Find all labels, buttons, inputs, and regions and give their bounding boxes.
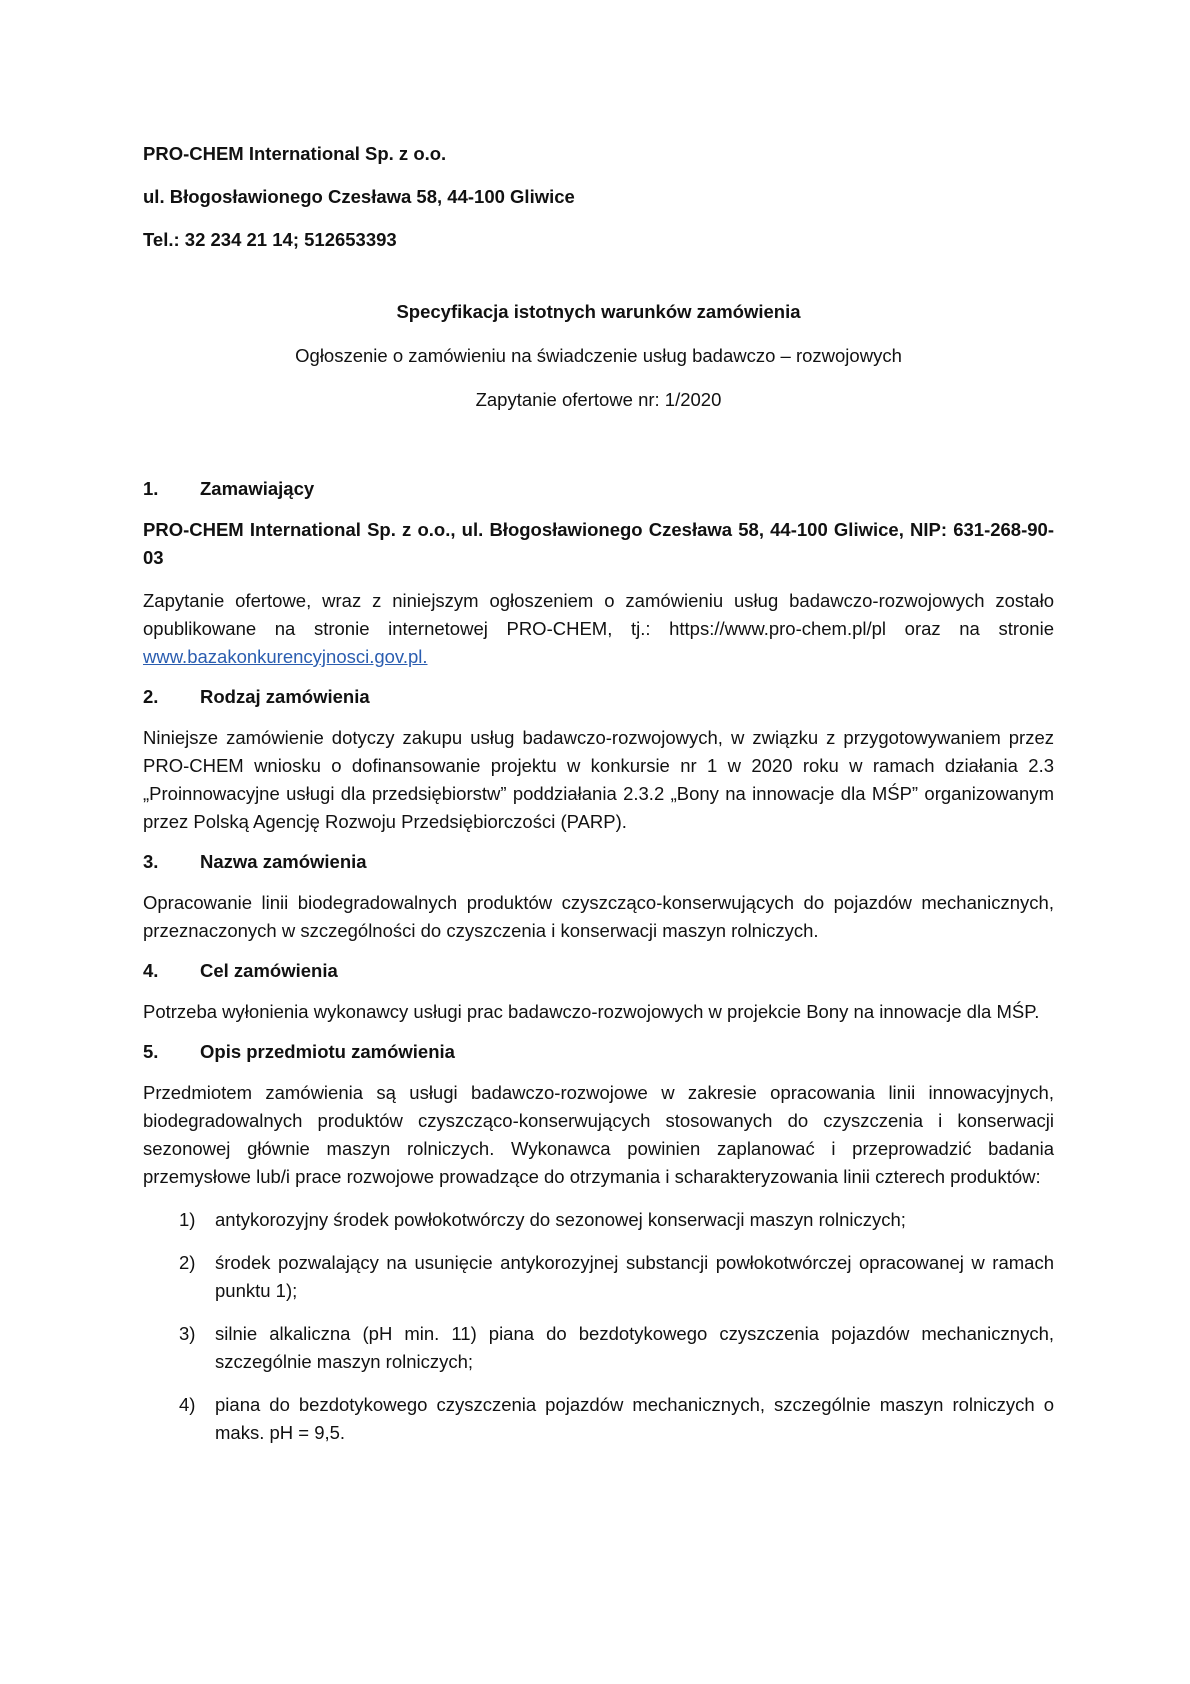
website-link[interactable]: www.bazakonkurencyjnosci.gov.pl.	[143, 646, 428, 667]
section-paragraph: Potrzeba wyłonienia wykonawcy usługi prac badawczo-rozwojowych w projekcie Bony na innowacje dla MŚP.	[143, 1001, 1040, 1022]
section-number: 4.	[143, 960, 159, 981]
section-title: Cel zamówienia	[200, 960, 338, 981]
section-4	[143, 960, 1054, 1026]
section-paragraph	[143, 587, 1054, 671]
paragraph-text: Zapytanie ofertowe, wraz z niniejszym ogłoszeniem o zamówieniu usług badawczo-rozwojowych zostało opublikowane na stronie internetowej PRO-CHEM, tj.: https://www.pro-chem.pl/pl oraz na stronie	[143, 590, 1054, 639]
section-heading	[143, 1041, 1054, 1063]
section-title: Nazwa zamówienia	[200, 851, 367, 872]
section-number: 3.	[143, 851, 159, 872]
list-item	[143, 1206, 1054, 1234]
section-heading	[143, 686, 1054, 708]
list-text: piana do bezdotykowego czyszczenia pojazdów mechanicznych, szczególnie maszyn rolniczych o maks. pH = 9,5.	[215, 1394, 1054, 1443]
list-text: silnie alkaliczna (pH min. 11) piana do bezdotykowego czyszczenia pojazdów mechanicznych, szczególnie maszyn rolniczych;	[215, 1323, 1054, 1372]
list-item	[143, 1320, 1054, 1376]
section-paragraph: Opracowanie linii biodegradowalnych produktów czyszcząco-konserwujących do pojazdów mechanicznych, przeznaczonych w szczególności do czyszczenia i konserwacji maszyn rolniczych.	[143, 892, 1054, 941]
section-2	[143, 686, 1054, 836]
section-paragraph: PRO-CHEM International Sp. z o.o., ul. Błogosławionego Czesława 58, 44-100 Gliwice, NIP: 631-268-90-03	[143, 519, 1054, 568]
section-paragraph: Niniejsze zamówienie dotyczy zakupu usług badawczo-rozwojowych, w związku z przygotowywaniem przez PRO-CHEM wniosku o dofinansowanie projektu w konkursie nr 1 w 2020 roku w ramach działania 2.3 „Proinnowacyjne usługi dla przedsiębiorstw” poddziałania 2.3.2 „Bony na innowacje dla MŚP” organizowanym przez Polską Agencję Rozwoju Przedsiębiorczości (PARP).	[143, 727, 1054, 832]
section-3	[143, 851, 1054, 945]
section-title: Rodzaj zamówienia	[200, 686, 370, 707]
list-text: środek pozwalający na usunięcie antykorozyjnej substancji powłokotwórczej opracowanej w ramach punktu 1);	[215, 1252, 1054, 1301]
list-item	[143, 1249, 1054, 1305]
section-number: 5.	[143, 1041, 159, 1062]
section-title: Zamawiający	[200, 478, 315, 499]
section-number: 1.	[143, 478, 159, 499]
company-address: ul. Błogosławionego Czesława 58, 44-100 Gliwice	[143, 186, 575, 207]
company-phone: Tel.: 32 234 21 14; 512653393	[143, 229, 397, 250]
section-heading	[143, 851, 1054, 873]
list-item	[143, 1391, 1054, 1447]
section-1	[143, 478, 1054, 671]
list-number: 3)	[179, 1323, 196, 1344]
title-block	[143, 301, 1054, 411]
list-number: 1)	[179, 1209, 196, 1230]
section-paragraph: Przedmiotem zamówienia są usługi badawczo-rozwojowe w zakresie opracowania linii innowacyjnych, biodegradowalnych produktów czyszcząco-konserwujących stosowanych do czyszczenia i konserwacji sezonowej głównie maszyn rolniczych. Wykonawca powinien zaplanować i przeprowadzić badania przemysłowe lub/i prace rozwojowe prowadzące do otrzymania i scharakteryzowania linii czterech produktów:	[143, 1082, 1054, 1187]
list-text: antykorozyjny środek powłokotwórczy do sezonowej konserwacji maszyn rolniczych;	[215, 1209, 906, 1230]
document-content	[143, 143, 1054, 1462]
section-number: 2.	[143, 686, 159, 707]
product-list	[143, 1206, 1054, 1447]
list-number: 4)	[179, 1394, 196, 1415]
document-title: Specyfikacja istotnych warunków zamówienia	[396, 301, 801, 322]
document-subtitle: Ogłoszenie o zamówieniu na świadczenie usług badawczo – rozwojowych	[295, 345, 902, 366]
inquiry-number: Zapytanie ofertowe nr: 1/2020	[475, 389, 722, 410]
company-name: PRO-CHEM International Sp. z o.o.	[143, 143, 447, 164]
list-number: 2)	[179, 1252, 196, 1273]
section-title: Opis przedmiotu zamówienia	[200, 1041, 455, 1062]
section-5	[143, 1041, 1054, 1447]
section-heading	[143, 960, 1054, 982]
section-heading	[143, 478, 1054, 500]
